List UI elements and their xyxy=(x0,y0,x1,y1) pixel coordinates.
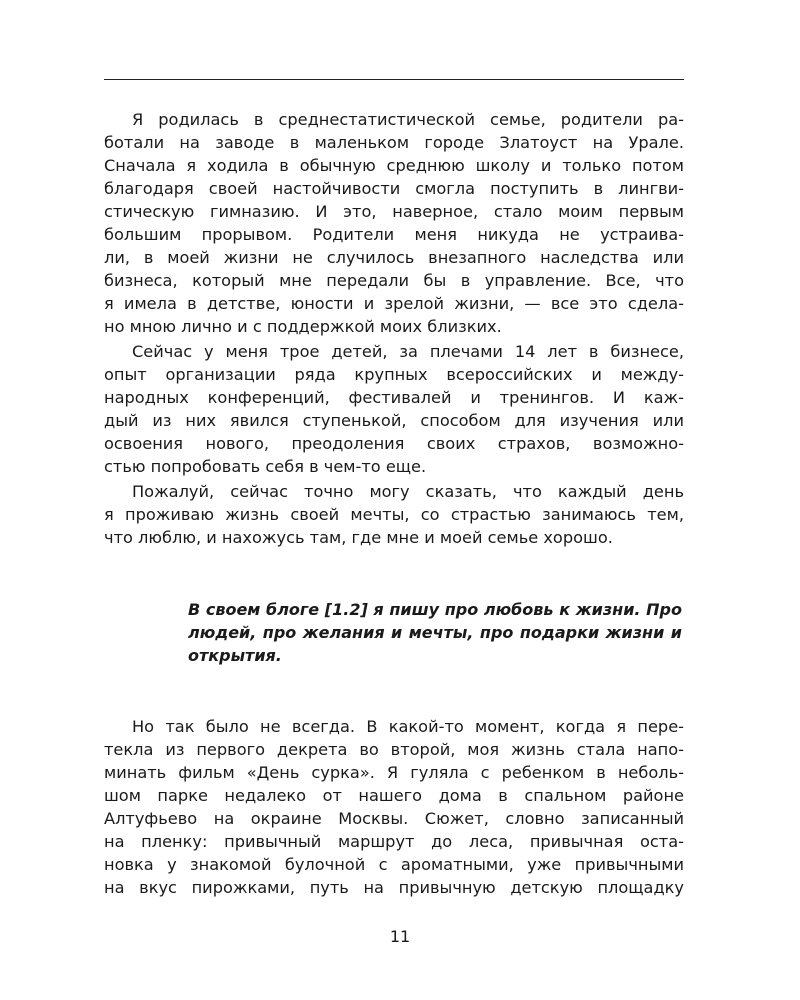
text-line: Сейчас у меня трое детей, за плечами 14 лет в бизнесе, xyxy=(132,342,684,361)
text-line: дый из них явился ступенькой, способом для изучения или xyxy=(104,411,684,430)
text-line: шом парке недалеко от нашего дома в спальном районе xyxy=(104,786,684,805)
text-line: ботали на заводе в маленьком городе Златоуст на Урале. xyxy=(104,133,684,152)
text-line: опыт организации ряда крупных всероссийских и между- xyxy=(104,365,684,384)
text-line: новка у знакомой булочной с ароматными, уже привычными xyxy=(104,855,684,874)
quote-line: людей, про желания и мечты, про подарки жизни и xyxy=(188,623,682,642)
text-line: ли, в моей жизни не случилось внезапного наследства или xyxy=(104,248,684,267)
text-line: текла из первого декрета во второй, моя жизнь стала напо- xyxy=(104,740,684,759)
quote-line: В своем блоге [1.2] я пишу про любовь к жизни. Про xyxy=(188,600,682,619)
text-line: на пленку: привычный маршрут до леса, привычная оста- xyxy=(104,832,684,851)
text-line: народных конференций, фестивалей и тренингов. И каж- xyxy=(104,388,684,407)
text-line: я проживаю жизнь своей мечты, со страстью занимаюсь тем, xyxy=(104,505,684,524)
text-line: стью попробовать себя в чем-то еще. xyxy=(104,457,427,476)
header-rule xyxy=(104,79,684,80)
page-number: 11 xyxy=(389,927,411,946)
text-line: на вкус пирожками, путь на привычную детскую площадку xyxy=(104,878,684,897)
text-line: что люблю, и нахожусь там, где мне и моей семье хорошо. xyxy=(104,528,613,547)
text-line: стическую гимназию. И это, наверное, стало моим первым xyxy=(104,202,684,221)
text-line: но мною лично и с поддержкой моих близких. xyxy=(104,317,502,336)
text-line: минать фильм «День сурка». Я гуляла с ребенком в неболь- xyxy=(104,763,684,782)
quote-line: открытия. xyxy=(188,646,282,665)
text-line: Пожалуй, сейчас точно могу сказать, что каждый день xyxy=(132,482,684,501)
text-line: освоения нового, преодоления своих страхов, возможно- xyxy=(104,434,684,453)
text-line: Я родилась в среднестатистической семье, родители ра- xyxy=(132,110,684,129)
text-line: большим прорывом. Родители меня никуда не устраива- xyxy=(104,225,684,244)
text-line: Сначала я ходила в обычную среднюю школу и только потом xyxy=(104,156,684,175)
text-line: бизнеса, который мне передали бы в управление. Все, что xyxy=(104,271,684,290)
text-line: я имела в детстве, юности и зрелой жизни, — все это сдела- xyxy=(104,294,684,313)
text-line: благодаря своей настойчивости смогла поступить в лингви- xyxy=(104,179,684,198)
text-line: Алтуфьево на окраине Москвы. Сюжет, словно записанный xyxy=(104,809,684,828)
text-line: Но так было не всегда. В какой-то момент, когда я пере- xyxy=(132,717,684,736)
